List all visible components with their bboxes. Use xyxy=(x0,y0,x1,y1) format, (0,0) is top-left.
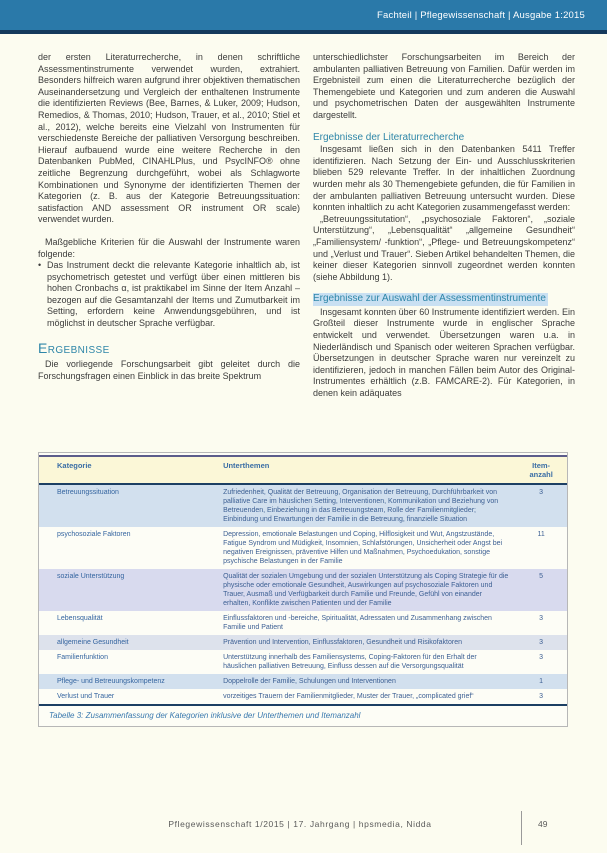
paragraph: Insgesamt konnten über 60 Instrumente identifiziert werden. Ein Großteil dieser Instrumente wurde in englischer Sprache entwickelt und verwendet. Übersetzungen waren u.a. in Niederländisch und Spanisch oder weiteren Sprachen verfügbar. Übersetzungen in deutscher Sprache waren nur vereinzelt zu identifizieren, jedoch in manchen Fällen beim Autor des Original-Instrumentes erhältlich (z.B. FAMCARE-2). Für Kategorien, in denen kein adäquates xyxy=(313,306,575,399)
footer-divider xyxy=(521,811,522,845)
cell-unterthemen: Depression, emotionale Belastungen und Coping, Hilflosigkeit und Wut, Angstzustände, Fatigue Syndrom und Müdigkeit, Insomnien, Schlafstörungen, Unsicherheit oder Angst bei negativen Ereignissen, präventive Hilfen und Maßnahmen, Psychoedukation, sonstige psychische Belastungen in der Familie xyxy=(223,531,503,565)
table-row xyxy=(39,611,567,635)
cell-itemanzahl: 3 xyxy=(539,654,544,661)
bullet-item: • Das Instrument deckt die relevante Kategorie inhaltlich ab, ist psychometrisch getestet und verfügt über einen mittleren bis hohen Cronbachs α, ist praktikabel im Sinne der Item Anzahl – bezogen auf die Gesamtanzahl der Items und Zumutbarkeit im Setting, erfordern keine Anwendungsgebühren, und ist möglichst in deutscher Sprache verfügbar. xyxy=(38,260,300,330)
table-row xyxy=(39,674,567,689)
paragraph: Maßgebliche Kriterien für die Auswahl der Instrumente waren folgende: xyxy=(38,236,300,259)
cell-kategorie: Verlust und Trauer xyxy=(39,689,217,705)
cell-unterthemen: Einflussfaktoren und -bereiche, Spiritualität, Adressaten und Zusammenhang zwischen Familie und Patient xyxy=(223,615,492,631)
categories-table xyxy=(39,455,567,706)
footer-journal-line: Pflegewissenschaft 1/2015 | 17. Jahrgang | hpsmedia, Nidda xyxy=(168,819,432,829)
article-body xyxy=(38,52,575,400)
subheading-auswahl-assessmentinstrumente: Ergebnisse zur Auswahl der Assessmentinstrumente xyxy=(313,293,546,305)
cell-kategorie: Familienfunktion xyxy=(57,654,108,661)
table-figure xyxy=(38,452,568,727)
table-body xyxy=(39,484,567,705)
cell-itemanzahl: 11 xyxy=(537,531,545,538)
cell-kategorie: soziale Unterstützung xyxy=(57,573,125,580)
footer-page-number: 49 xyxy=(538,819,548,829)
cell-itemanzahl: 5 xyxy=(539,573,544,580)
subheading-literaturrecherche: Ergebnisse der Literaturrecherche xyxy=(313,131,465,143)
cell-unterthemen: Zufriedenheit, Qualität der Betreuung, Organisation der Betreuung, Durchführbarkeit von palliative Care im häuslichen Setting, Interventionen, Kommunikation und Beziehung von Betreuenden, Einbeziehung in das Betreuungsteam, Rolle der Familienmitglieder; Einbindung und Erwartungen der Familie in die Betreuung, finanzielle Situation xyxy=(223,489,499,523)
table-row xyxy=(39,527,567,569)
page-header-banner xyxy=(0,0,607,30)
cell-unterthemen: Doppelrolle der Familie, Schulungen und Interventionen xyxy=(223,678,396,685)
paragraph: Die vorliegende Forschungsarbeit gibt geleitet durch die Forschungsfragen einen Einblick in das breite Spektrum xyxy=(38,359,300,381)
paragraph: „Betreuungssitutation“, „psychosoziale Faktoren“, „soziale Unterstützung“, „Lebensqualität“ „allgemeine Gesundheit“ „Familiensystem/ -funktion“, „Pflege- und Betreuungskompetenz“ und „Verlust und Trauer“. Sieben Artikel behandelten Themen, die keiner dieser Kategorien sinnvoll zugeordnet werden konnten (siehe Abbildung 1). xyxy=(313,213,575,282)
paragraph: unterschiedlichster Forschungsarbeiten im Bereich der ambulanten palliativen Betreuung von Familien. Dafür werden im Ergebnisteil zum einen die Literaturrecherche bezüglich der Themengebiete und Kategorien und zum anderen die Auswahl und psychometrischen Daten der ausgewählten Instrumente dargestellt. xyxy=(313,52,575,120)
page-footer xyxy=(0,811,607,845)
cell-kategorie: Lebensqualität xyxy=(57,615,103,622)
right-column xyxy=(313,52,575,400)
table-row xyxy=(39,569,567,611)
cell-unterthemen: Prävention und Intervention, Einflussfaktoren, Gesundheit und Risikofaktoren xyxy=(223,639,462,646)
table-header-row xyxy=(39,456,567,484)
table-row xyxy=(39,650,567,674)
column-header-itemanzahl: Item-anzahl xyxy=(515,456,567,484)
cell-kategorie: psychosoziale Faktoren xyxy=(57,531,131,538)
paragraph: der ersten Literaturrecherche, in denen schriftliche Assessmentinstrumente verwendet wurden, extrahiert. Besonders hilfreich waren aufgrund ihrer objektiven thematischen Auseinandersetzung und Vergleich der enthaltenen Instrumente die identifizierten Reviews (Bee, Barnes, & Luker, 2009; Hudson, Remedios, & Thomas, 2010; Hudson, Trauer, et al., 2010; Stiel et al., 2012), welche bereits eine Vielzahl von Instrumenten für verschiedenste Bereiche der palliativen Versorgung beschreiben. Hierauf aufbauend wurde eine weitere Recherche in den Datenbanken PubMed, CINAHLPlus, und PsycINFO® ohne zeitliche Begrenzung durchgeführt, wobei als Schlagworte Kombinationen und Synonyme der identifizierten Themen der Kategorien (z. B. aus der Kategorie Betreuungssituation: satisfaction AND assessment OR instrument OR scale) verwendet wurden. xyxy=(38,52,300,225)
cell-unterthemen: vorzeitiges Trauern der Familienmitglieder, Muster der Trauer, „complicated grief“ xyxy=(217,689,515,705)
column-header-unterthemen: Unterthemen xyxy=(217,456,515,484)
column-header-kategorie: Kategorie xyxy=(39,456,217,484)
cell-itemanzahl: 1 xyxy=(539,678,544,685)
cell-kategorie: Pflege- und Betreuungskompetenz xyxy=(57,678,165,685)
cell-itemanzahl: 3 xyxy=(539,639,544,646)
cell-itemanzahl: 3 xyxy=(515,689,567,705)
cell-unterthemen: Unterstützung innerhalb des Familiensystems, Coping-Faktoren für den Erhalt der häuslichen palliativen Betreuung, Einfluss dessen auf die Versorgungsqualität xyxy=(223,654,477,670)
header-meta-text: Fachteil | Pflegewissenschaft | Ausgabe 1:2015 xyxy=(377,9,585,21)
section-heading-ergebnisse: Ergebnisse xyxy=(38,339,110,356)
table-caption: Tabelle 3: Zusammenfassung der Kategorien inklusive der Unterthemen und Itemanzahl xyxy=(49,711,361,720)
left-column xyxy=(38,52,300,400)
cell-itemanzahl: 3 xyxy=(539,615,544,622)
paragraph: Insgesamt ließen sich in den Datenbanken 5411 Treffer identifizieren. Nach Setzung der Ein- und Ausschlusskriterien blieben 529 relevante Treffer. In der inhaltlichen Zuordnung wurden mehr als 30 Themengebiete gefunden, die für Familien in der ambulanten palliativen Betreuung untersucht wurden. Diese konnten inhaltlich zu acht Kategorien zusammengefasst werden: xyxy=(313,144,575,213)
table-row xyxy=(39,484,567,527)
table-row xyxy=(39,635,567,650)
cell-unterthemen: Qualität der sozialen Umgebung und der sozialen Unterstützung als Coping Strategie für die physische oder emotionale Gesundheit, Auswirkungen auf psychosoziale Faktoren und Trauer, Ausmaß und Verfügbarkeit durch Familie und Freunde, Gefühl von einander erhalten, Konflikte zwischen Patienten und der Familie xyxy=(223,573,509,607)
cell-itemanzahl: 3 xyxy=(539,489,544,496)
table-row xyxy=(39,689,567,705)
header-rule xyxy=(0,30,607,34)
cell-kategorie: Betreuungssituation xyxy=(57,489,119,496)
cell-kategorie: allgemeine Gesundheit xyxy=(57,639,129,646)
